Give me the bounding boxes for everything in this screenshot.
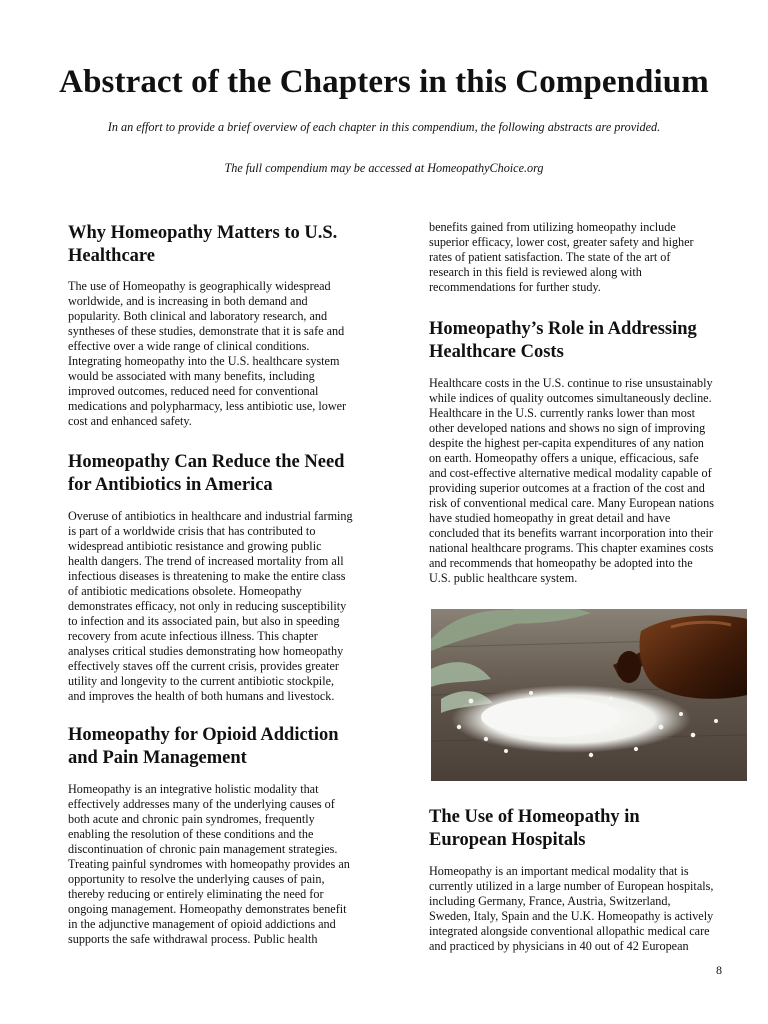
- page-title: Abstract of the Chapters in this Compendium: [59, 64, 709, 100]
- section-heading: The Use of Homeopathy in European Hospitals: [429, 807, 640, 850]
- section-heading: Homeopathy for Opioid Addiction and Pain Management: [68, 725, 339, 768]
- section-body: Homeopathy is an integrative holistic modality that effectively addresses many of the underlying causes of both acute and chronic pain syndromes, frequently enabling the resolution of these conditions and the discontinuation of chronic pain management strategies. Treating painful syndromes with homeopathy provides an opportunity to resolve the underlying causes of pain, thereby reducing or entirely eliminating the need for ongoing management. Homeopathy demonstrates benefit in the adjunctive management of opioid addictions and supports the safe withdrawal process. Public health: [68, 782, 350, 946]
- section-why-homeopathy-matters: [68, 222, 368, 428]
- section-heading: Why Homeopathy Matters to U.S. Healthcare: [68, 223, 338, 266]
- homeopathic-pellets-photo: [431, 609, 747, 781]
- section-european-hospitals: [429, 806, 729, 953]
- section-heading: Homeopathy’s Role in Addressing Healthcare Costs: [429, 319, 697, 362]
- section-healthcare-costs: [429, 318, 729, 585]
- section-body: benefits gained from utilizing homeopathy include superior efficacy, lower cost, greater safety and higher rates of patient satisfaction. The state of the art of research in this field is reviewed along with recommendations for further study.: [429, 220, 694, 294]
- compendium-link-note: The full compendium may be accessed at HomeopathyChoice.org: [224, 161, 544, 175]
- intro-text: In an effort to provide a brief overview of each chapter in this compendium, the following abstracts are provided.: [107, 120, 661, 134]
- section-opioid-addiction: [68, 724, 368, 946]
- section-antibiotics: [68, 451, 368, 703]
- page-number: 8: [716, 963, 722, 977]
- section-body: The use of Homeopathy is geographically widespread worldwide, and is increasing in both demand and popularity. Both clinical and laboratory research, and syntheses of these studies, demonstrate that it is safe and effective over a wide range of clinical conditions. Integrating homeopathy into the U.S. healthcare system would be associated with many benefits, including improved outcomes, reduced need for conventional medications and polypharmacy, less antibiotic use, lower cost and enhanced safety.: [68, 279, 347, 428]
- section-body: Overuse of antibiotics in healthcare and industrial farming is part of a worldwide crisis that has contributed to widespread antibiotic resistance and growing public health dangers. The trend of increased mortality from all infectious diseases is threatening to make the entire class of antibiotic medications obsolete. Homeopathy demonstrates efficacy, not only in reducing susceptibility to infection and its associated pain, but also in speeding recovery from acute infectious illness. This chapter analyses critical studies demonstrating how homeopathy effectively staves off the current crisis, provides greater utility and longevity to the current antibiotic stockpile, and improves the health of both humans and livestock.: [68, 509, 353, 703]
- section-body: Healthcare costs in the U.S. continue to rise unsustainably while indices of quality outcomes simultaneously decline. Healthcare in the U.S. currently ranks lower than most other developed nations and shows no sign of improving despite the highest per-capita expenditures of any nation on earth. Homeopathy offers a unique, efficacious, safe and cost-effective alternative medical modality capable of providing superior outcomes at a fraction of the cost and risk of conventional medical care. Many European nations have studied homeopathy in great detail and have concluded that its benefits warrant incorporation into their national healthcare programs. This chapter examines costs and recommends that homeopathy be adopted into the U.S. public healthcare system.: [429, 376, 714, 585]
- photo-illustration: [431, 609, 747, 781]
- section-body: Homeopathy is an important medical modality that is currently utilized in a large number of European hospitals, including Germany, France, Austria, Switzerland, Sweden, Italy, Spain and the U.K. Homeopathy is actively integrated alongside conventional allopathic medical care and practiced by physicians in 40 out of 42 European: [429, 864, 714, 953]
- section-heading: Homeopathy Can Reduce the Need for Antibiotics in America: [68, 452, 345, 495]
